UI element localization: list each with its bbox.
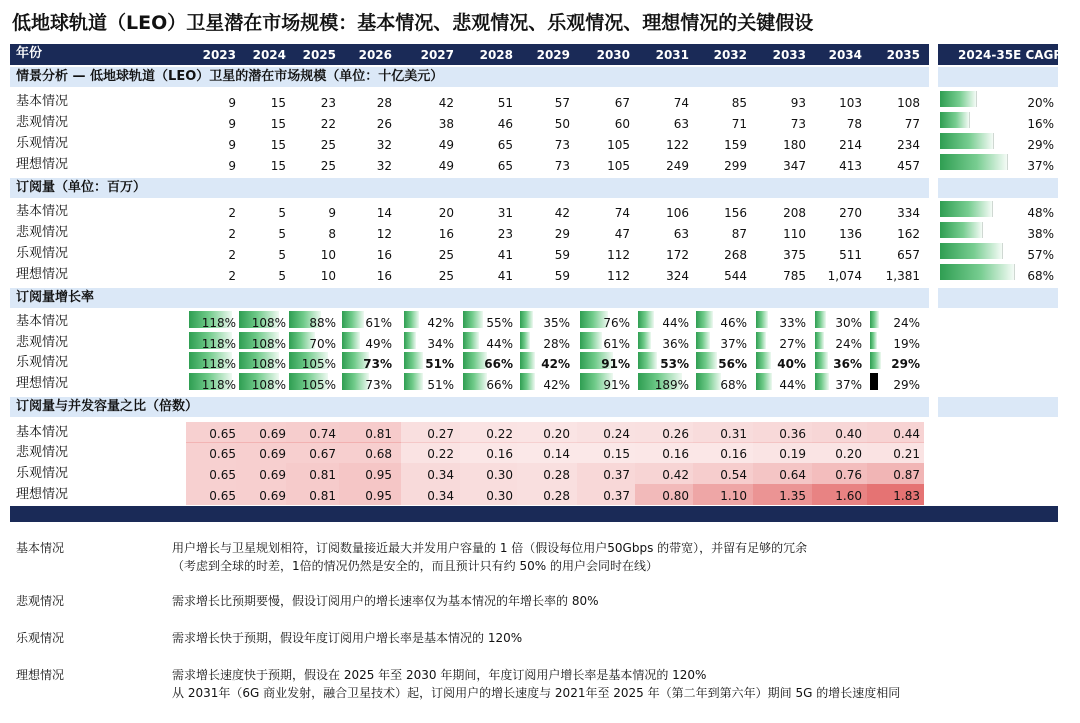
growth-value: 73% xyxy=(363,357,392,371)
ratio-value: 0.69 xyxy=(259,427,286,441)
data-value: 1,074 xyxy=(827,269,862,283)
growth-value: 42% xyxy=(543,378,570,392)
growth-value: 91% xyxy=(601,357,630,371)
data-value: 457 xyxy=(897,159,920,173)
data-value: 15 xyxy=(270,96,286,110)
data-value: 51 xyxy=(497,96,513,110)
growth-value: 70% xyxy=(309,337,336,351)
growth-value: 33% xyxy=(779,316,806,330)
ratio-value: 0.95 xyxy=(365,468,392,482)
row-label: 乐观情况 xyxy=(16,355,69,370)
data-value: 22 xyxy=(320,117,336,131)
note-text: 用户增长与卫星规划相符，订阅数量接近最大并发用户容量的 1 倍（假设每位用户50Gbps 的带宽），并留有足够的冗余 xyxy=(172,541,808,555)
data-value: 208 xyxy=(783,206,806,220)
note-label: 理想情况 xyxy=(16,668,65,682)
data-value: 9 xyxy=(328,206,336,220)
ratio-value: 0.31 xyxy=(720,427,747,441)
data-value: 5 xyxy=(278,227,286,241)
data-value: 42 xyxy=(438,96,454,110)
data-value: 2 xyxy=(228,227,236,241)
growth-value: 46% xyxy=(720,316,747,330)
data-value: 214 xyxy=(839,138,862,152)
data-value: 122 xyxy=(666,138,689,152)
data-value: 172 xyxy=(666,248,689,262)
growth-value: 55% xyxy=(486,316,513,330)
growth-value: 34% xyxy=(427,337,454,351)
cagr-bar xyxy=(940,264,1015,280)
ratio-value: 0.22 xyxy=(427,447,454,461)
ratio-value: 0.81 xyxy=(309,489,336,503)
ratio-value: 0.34 xyxy=(427,468,454,482)
data-value: 268 xyxy=(724,248,747,262)
section-title: 情景分析 — 低地球轨道（LEO）卫星的潜在市场规模（单位：十亿美元） xyxy=(16,69,444,84)
data-value: 12 xyxy=(376,227,392,241)
data-value: 23 xyxy=(497,227,513,241)
cagr-value: 57% xyxy=(1027,248,1054,262)
data-value: 25 xyxy=(438,248,454,262)
ratio-value: 0.81 xyxy=(309,468,336,482)
cagr-value: 20% xyxy=(1027,96,1054,110)
ratio-value: 0.65 xyxy=(209,427,236,441)
data-value: 105 xyxy=(607,159,630,173)
ratio-value: 0.34 xyxy=(427,489,454,503)
cagr-value: 48% xyxy=(1027,206,1054,220)
growth-value: 66% xyxy=(484,357,513,371)
cagr-bar xyxy=(940,154,1008,170)
data-value: 136 xyxy=(839,227,862,241)
note-label: 基本情况 xyxy=(16,541,65,555)
ratio-value: 0.37 xyxy=(603,468,630,482)
ratio-value: 0.16 xyxy=(486,447,513,461)
note-label: 悲观情况 xyxy=(16,594,65,608)
ratio-value: 0.28 xyxy=(543,489,570,503)
growth-value: 40% xyxy=(777,357,806,371)
data-value: 657 xyxy=(897,248,920,262)
note-label: 乐观情况 xyxy=(16,631,65,645)
table-footer-bar xyxy=(10,506,1058,522)
ratio-value: 0.27 xyxy=(427,427,454,441)
data-value: 2 xyxy=(228,206,236,220)
growth-value: 108% xyxy=(251,316,286,330)
cagr-value: 37% xyxy=(1027,159,1054,173)
data-value: 78 xyxy=(846,117,862,131)
growth-value: 42% xyxy=(541,357,570,371)
year-header: 2027 xyxy=(420,48,454,62)
data-value: 110 xyxy=(783,227,806,241)
data-value: 28 xyxy=(376,96,392,110)
data-value: 32 xyxy=(376,159,392,173)
ratio-value: 0.16 xyxy=(720,447,747,461)
growth-value: 53% xyxy=(660,357,689,371)
ratio-value: 0.81 xyxy=(365,427,392,441)
ratio-value: 0.95 xyxy=(365,489,392,503)
growth-value: 35% xyxy=(543,316,570,330)
year-header: 2029 xyxy=(536,48,570,62)
data-value: 103 xyxy=(839,96,862,110)
row-label: 基本情况 xyxy=(16,425,69,440)
data-value: 46 xyxy=(497,117,513,131)
data-value: 5 xyxy=(278,269,286,283)
row-label: 基本情况 xyxy=(16,314,69,329)
ratio-value: 0.15 xyxy=(603,447,630,461)
ratio-value: 0.76 xyxy=(835,468,862,482)
growth-value: 37% xyxy=(720,337,747,351)
section-band-cagr xyxy=(938,397,1058,417)
data-value: 42 xyxy=(554,206,570,220)
data-value: 50 xyxy=(554,117,570,131)
cagr-bar xyxy=(940,243,1003,259)
ratio-value: 0.69 xyxy=(259,489,286,503)
data-value: 74 xyxy=(673,96,689,110)
ratio-value: 0.22 xyxy=(486,427,513,441)
ratio-value: 0.64 xyxy=(779,468,806,482)
cagr-value: 29% xyxy=(1027,138,1054,152)
section-band-cagr xyxy=(938,178,1058,198)
cagr-value: 16% xyxy=(1027,117,1054,131)
growth-value: 118% xyxy=(201,337,236,351)
data-value: 299 xyxy=(724,159,747,173)
growth-value: 61% xyxy=(365,316,392,330)
data-value: 85 xyxy=(731,96,747,110)
data-value: 347 xyxy=(783,159,806,173)
ratio-value: 0.44 xyxy=(893,427,920,441)
data-value: 63 xyxy=(673,227,689,241)
row-label: 理想情况 xyxy=(16,487,69,502)
growth-value: 68% xyxy=(720,378,747,392)
year-header: 2026 xyxy=(358,48,392,62)
growth-value: 30% xyxy=(835,316,862,330)
section-band xyxy=(10,178,929,198)
growth-value: 29% xyxy=(891,357,920,371)
growth-value: 73% xyxy=(365,378,392,392)
ratio-value: 1.35 xyxy=(779,489,806,503)
ratio-value: 0.36 xyxy=(779,427,806,441)
data-value: 47 xyxy=(614,227,630,241)
data-value: 511 xyxy=(839,248,862,262)
page-title: 低地球轨道（LEO）卫星潜在市场规模：基本情况、悲观情况、乐观情况、理想情况的关键假设 xyxy=(12,12,814,34)
ratio-value: 0.30 xyxy=(486,489,513,503)
ratio-value: 0.40 xyxy=(835,427,862,441)
ratio-value: 0.16 xyxy=(662,447,689,461)
data-value: 15 xyxy=(270,138,286,152)
cagr-bar xyxy=(940,91,977,107)
data-value: 375 xyxy=(783,248,806,262)
ratio-value: 0.87 xyxy=(893,468,920,482)
data-value: 785 xyxy=(783,269,806,283)
data-value: 5 xyxy=(278,206,286,220)
note-text: 需求增长快于预期，假设年度订阅用户增长率是基本情况的 120% xyxy=(172,631,523,645)
section-title: 订阅量（单位：百万） xyxy=(16,180,147,195)
growth-value: 37% xyxy=(835,378,862,392)
data-value: 249 xyxy=(666,159,689,173)
growth-value: 24% xyxy=(835,337,862,351)
data-value: 63 xyxy=(673,117,689,131)
data-value: 15 xyxy=(270,159,286,173)
data-value: 87 xyxy=(731,227,747,241)
data-value: 25 xyxy=(320,159,336,173)
growth-value: 44% xyxy=(662,316,689,330)
growth-value: 24% xyxy=(893,316,920,330)
ratio-value: 0.80 xyxy=(662,489,689,503)
growth-value: 118% xyxy=(201,357,236,371)
year-header: 2025 xyxy=(302,48,336,62)
growth-value: 88% xyxy=(309,316,336,330)
growth-value: 19% xyxy=(893,337,920,351)
data-value: 2 xyxy=(228,248,236,262)
cagr-bar xyxy=(940,133,994,149)
data-value: 16 xyxy=(438,227,454,241)
data-value: 26 xyxy=(376,117,392,131)
ratio-value: 0.54 xyxy=(720,468,747,482)
year-header: 2031 xyxy=(655,48,689,62)
data-value: 73 xyxy=(554,138,570,152)
growth-value: 108% xyxy=(251,357,286,371)
data-value: 65 xyxy=(497,159,513,173)
note-text: 需求增长速度快于预期，假设在 2025 年至 2030 年期间，年度订阅用户增长率是基本情况的 120% xyxy=(172,668,707,682)
note-text: （考虑到全球的时差，1倍的情况仍然是安全的，而且预计只有约 50% 的用户会同时在线） xyxy=(172,559,658,573)
data-value: 60 xyxy=(614,117,630,131)
data-value: 544 xyxy=(724,269,747,283)
row-label: 理想情况 xyxy=(16,157,69,172)
cagr-value: 68% xyxy=(1027,269,1054,283)
row-label: 理想情况 xyxy=(16,267,69,282)
data-value: 112 xyxy=(607,269,630,283)
data-value: 180 xyxy=(783,138,806,152)
ratio-value: 0.42 xyxy=(662,468,689,482)
cagr-bar xyxy=(940,112,970,128)
data-value: 413 xyxy=(839,159,862,173)
ratio-value: 1.60 xyxy=(835,489,862,503)
growth-value: 118% xyxy=(201,316,236,330)
section-title: 订阅量与并发容量之比（倍数） xyxy=(16,399,199,414)
note-text: 需求增长比预期要慢，假设订阅用户的增长速率仅为基本情况的年增长率的 80% xyxy=(172,594,599,608)
year-header: 2024 xyxy=(252,48,286,62)
data-value: 324 xyxy=(666,269,689,283)
data-value: 15 xyxy=(270,117,286,131)
data-value: 8 xyxy=(328,227,336,241)
row-label: 悲观情况 xyxy=(16,445,69,460)
section-band xyxy=(10,288,929,308)
data-value: 156 xyxy=(724,206,747,220)
ratio-value: 0.20 xyxy=(543,427,570,441)
growth-value: 44% xyxy=(779,378,806,392)
data-value: 162 xyxy=(897,227,920,241)
data-value: 65 xyxy=(497,138,513,152)
ratio-value: 0.19 xyxy=(779,447,806,461)
year-header: 2030 xyxy=(596,48,630,62)
growth-value: 108% xyxy=(251,337,286,351)
data-value: 73 xyxy=(790,117,806,131)
ratio-value: 0.26 xyxy=(662,427,689,441)
growth-value: 27% xyxy=(779,337,806,351)
section-band-cagr xyxy=(938,67,1058,87)
row-label: 悲观情况 xyxy=(16,335,69,350)
ratio-value: 0.14 xyxy=(543,447,570,461)
data-value: 93 xyxy=(790,96,806,110)
data-value: 10 xyxy=(320,248,336,262)
cagr-value: 38% xyxy=(1027,227,1054,241)
note-text: 从 2031年（6G 商业发射，融合卫星技术）起，订阅用户的增长速度与 2021年至 2025 年（第二年到第六年）期间 5G 的增长速度相同 xyxy=(172,686,901,700)
cagr-header: 2024-35E CAGR xyxy=(958,48,1063,62)
growth-value: 56% xyxy=(718,357,747,371)
data-value: 1,381 xyxy=(885,269,920,283)
data-value: 14 xyxy=(376,206,392,220)
data-value: 23 xyxy=(320,96,336,110)
data-value: 20 xyxy=(438,206,454,220)
growth-value: 36% xyxy=(662,337,689,351)
data-value: 49 xyxy=(438,138,454,152)
data-value: 73 xyxy=(554,159,570,173)
growth-value: 66% xyxy=(486,378,513,392)
row-label: 悲观情况 xyxy=(16,115,69,130)
data-value: 108 xyxy=(897,96,920,110)
row-label: 乐观情况 xyxy=(16,246,69,261)
growth-value: 189% xyxy=(654,378,689,392)
row-label: 基本情况 xyxy=(16,204,69,219)
growth-value: 42% xyxy=(427,316,454,330)
data-value: 25 xyxy=(320,138,336,152)
data-value: 77 xyxy=(904,117,920,131)
data-value: 159 xyxy=(724,138,747,152)
data-value: 67 xyxy=(614,96,630,110)
data-value: 31 xyxy=(497,206,513,220)
ratio-value: 0.67 xyxy=(309,447,336,461)
data-value: 9 xyxy=(228,117,236,131)
row-label: 基本情况 xyxy=(16,94,69,109)
ratio-value: 0.69 xyxy=(259,447,286,461)
year-header: 2033 xyxy=(772,48,806,62)
growth-value: 76% xyxy=(603,316,630,330)
growth-value: 36% xyxy=(833,357,862,371)
data-value: 106 xyxy=(666,206,689,220)
growth-value: 28% xyxy=(543,337,570,351)
year-header: 2023 xyxy=(202,48,236,62)
ratio-value: 0.65 xyxy=(209,447,236,461)
data-value: 25 xyxy=(438,269,454,283)
year-header: 2034 xyxy=(828,48,862,62)
growth-value: 51% xyxy=(427,378,454,392)
data-value: 2 xyxy=(228,269,236,283)
data-value: 32 xyxy=(376,138,392,152)
ratio-value: 0.65 xyxy=(209,468,236,482)
row-label: 理想情况 xyxy=(16,376,69,391)
data-value: 9 xyxy=(228,159,236,173)
data-value: 5 xyxy=(278,248,286,262)
ratio-value: 0.20 xyxy=(835,447,862,461)
data-value: 334 xyxy=(897,206,920,220)
data-value: 29 xyxy=(554,227,570,241)
data-value: 49 xyxy=(438,159,454,173)
cagr-bar xyxy=(940,201,993,217)
data-value: 270 xyxy=(839,206,862,220)
data-value: 38 xyxy=(438,117,454,131)
ratio-value: 0.28 xyxy=(543,468,570,482)
growth-value: 51% xyxy=(425,357,454,371)
data-value: 16 xyxy=(376,269,392,283)
data-value: 105 xyxy=(607,138,630,152)
section-title: 订阅量增长率 xyxy=(16,290,95,305)
row-label: 乐观情况 xyxy=(16,136,69,151)
ratio-value: 0.68 xyxy=(365,447,392,461)
data-value: 59 xyxy=(554,269,570,283)
ratio-value: 1.83 xyxy=(893,489,920,503)
section-band-cagr xyxy=(938,288,1058,308)
data-value: 16 xyxy=(376,248,392,262)
data-value: 41 xyxy=(497,248,513,262)
growth-value: 118% xyxy=(201,378,236,392)
ratio-value: 0.24 xyxy=(603,427,630,441)
data-value: 112 xyxy=(607,248,630,262)
growth-value: 44% xyxy=(486,337,513,351)
header-label: 年份 xyxy=(16,46,43,61)
ratio-value: 0.65 xyxy=(209,489,236,503)
cagr-bar xyxy=(940,222,983,238)
ratio-value: 0.21 xyxy=(893,447,920,461)
growth-value: 29% xyxy=(893,378,920,392)
ratio-value: 0.37 xyxy=(603,489,630,503)
data-value: 10 xyxy=(320,269,336,283)
row-label: 悲观情况 xyxy=(16,225,69,240)
year-header: 2035 xyxy=(886,48,920,62)
growth-value: 61% xyxy=(603,337,630,351)
ratio-value: 0.69 xyxy=(259,468,286,482)
data-value: 57 xyxy=(554,96,570,110)
growth-value: 105% xyxy=(301,378,336,392)
ratio-value: 1.10 xyxy=(720,489,747,503)
growth-value: 91% xyxy=(603,378,630,392)
row-label: 乐观情况 xyxy=(16,466,69,481)
year-header: 2032 xyxy=(713,48,747,62)
ratio-value: 0.30 xyxy=(486,468,513,482)
ratio-value: 0.74 xyxy=(309,427,336,441)
data-value: 9 xyxy=(228,96,236,110)
data-value: 234 xyxy=(897,138,920,152)
data-value: 41 xyxy=(497,269,513,283)
growth-value: 49% xyxy=(365,337,392,351)
data-value: 71 xyxy=(731,117,747,131)
data-value: 9 xyxy=(228,138,236,152)
year-header: 2028 xyxy=(479,48,513,62)
growth-value: 108% xyxy=(251,378,286,392)
data-value: 74 xyxy=(614,206,630,220)
growth-value: 105% xyxy=(301,357,336,371)
data-value: 59 xyxy=(554,248,570,262)
